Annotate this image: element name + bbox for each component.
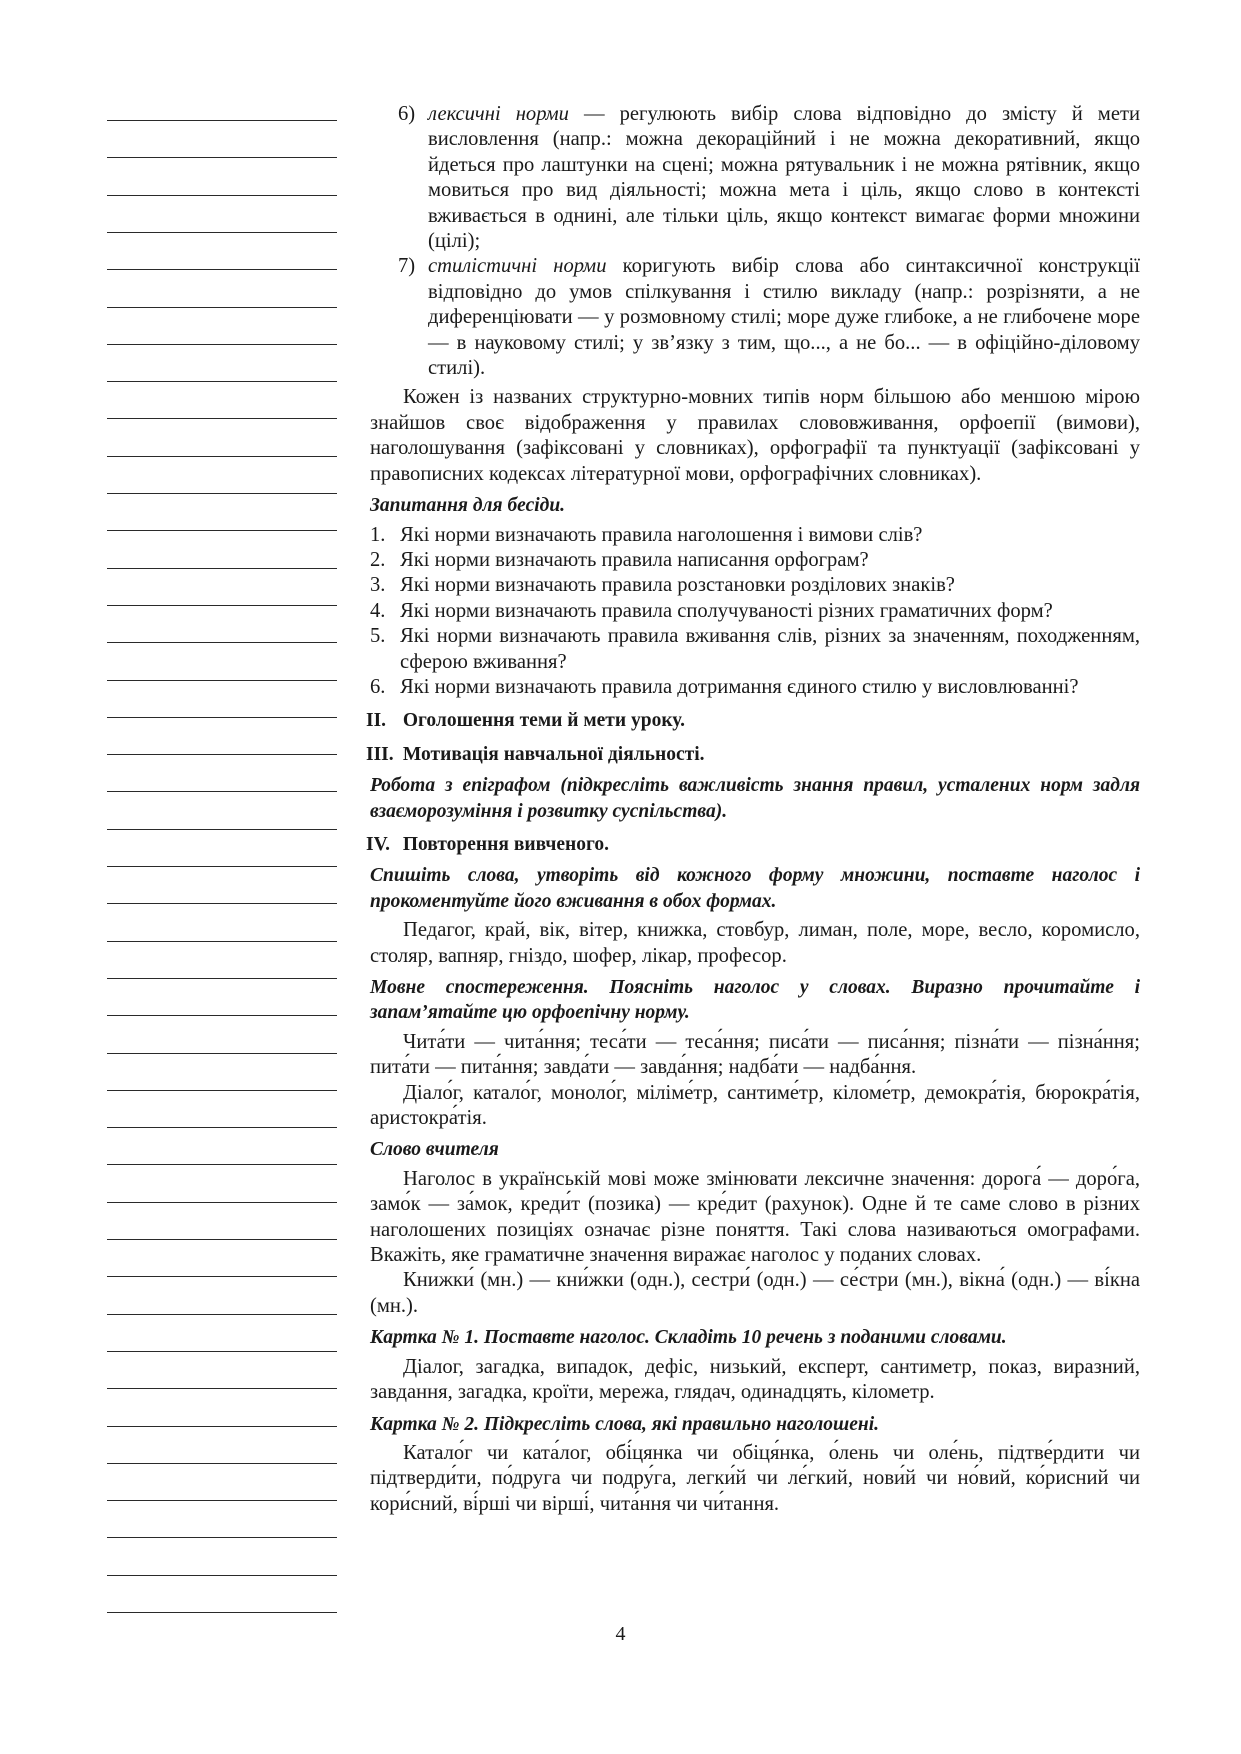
section-heading-4	[366, 832, 1140, 857]
note-line	[107, 1164, 337, 1165]
item-text: — регулюють вибір слова відповідно до змісту й мети висловлення (напр.: можна декораційний і не можна декоративний, якщо йдеться про лаштунки на сцені; можна рятувальник і не можна рятівник, якщо мовиться про вид діяльності; можна мета і ціль, якщо слово в контексті вживається в однині, але тільки ціль, якщо контекст вимагає форми множини (цілі);	[428, 103, 1140, 253]
question-item	[370, 675, 1140, 700]
note-line	[107, 1463, 337, 1464]
section-title: Оголошення теми й мети уроку.	[402, 710, 685, 732]
note-line	[107, 530, 337, 531]
note-line	[107, 1239, 337, 1240]
note-line	[107, 1351, 337, 1352]
note-line	[107, 344, 337, 345]
note-line	[107, 1575, 337, 1576]
question-number: 6.	[370, 675, 386, 698]
note-line	[107, 1015, 337, 1016]
note-line	[107, 1537, 337, 1538]
note-line	[107, 568, 337, 569]
question-text: Які норми визначають правила написання орфограм?	[400, 548, 869, 571]
paragraph-norms: Кожен із названих структурно-мовних типів норм більшою або меншою мірою знайшов своє відображення у правилах слововживання, орфоепії (вимови), наголошування (зафіксовані у словниках), орфографії та пунктуації (зафіксовані у правописних кодексах літературної мови, орфографічних словниках).	[370, 386, 1140, 485]
note-line	[107, 1500, 337, 1501]
note-line	[107, 754, 337, 755]
note-line	[107, 903, 337, 904]
teacher-examples: Книжки́ (мн.) — кни́жки (одн.), сестри́ (одн.) — се́стри (мн.), вікна́ (одн.) — ві́кна (мн.).	[370, 1269, 1140, 1317]
term: стилістичні норми	[428, 255, 607, 278]
epigraph-task: Робота з епіграфом (підкресліть важливість знання правил, усталених норм задля взаєморозуміння і розвитку суспільства).	[370, 775, 1140, 822]
card-1-title: Картка № 1. Поставте наголос. Складіть 10 речень з поданими словами.	[370, 1327, 1007, 1349]
note-line	[107, 1090, 337, 1091]
item-text: коригують вибір слова або синтаксичної конструкції відповідно до умов спілкування і стилю викладу (напр.: розрізняти, а не диференціювати — у розмовному стилі; море дуже глибоке, а не глибочене море — в науковому стилі; у зв’язку з тим, що..., а не бо... — в офіційно-діловому стилі).	[428, 255, 1140, 380]
note-line	[107, 941, 337, 942]
observation-line-2: Діало́г, катало́г, моноло́г, міліме́тр, сантиме́тр, кіломе́тр, демокра́тія, бюрокра́тія, аристокра́тія.	[370, 1081, 1140, 1130]
note-line	[107, 791, 337, 792]
note-line	[107, 1127, 337, 1128]
teacher-text: Наголос в українській мові може змінювати лексичне значення: дорога́ — доро́га, замо́к — за́мок, креди́т (позика) — кре́дит (рахунок). Одне й те саме слово в різних наголошених позиціях означає різне поняття. Такі слова називаються омографами. Вкажіть, яке граматичне значення виражає наголос у поданих словах.	[370, 1167, 1140, 1267]
note-line	[107, 866, 337, 867]
note-line	[107, 680, 337, 681]
note-line	[107, 120, 337, 121]
page-number: 4	[615, 1623, 626, 1645]
question-number: 2.	[370, 548, 386, 571]
list-item-number: 6)	[398, 103, 416, 125]
question-item	[370, 624, 1140, 675]
section-heading-3	[366, 742, 1140, 767]
card-2-text: Катало́г чи ката́лог, обі́цянка чи обіця́нка, о́лень чи оле́нь, підтве́рдити чи підтверди́ти, по́друга чи подру́га, легки́й чи ле́гкий, нови́й чи но́вий, ко́рисний чи кори́сний, ві́рші чи вірші́, чита́ння чи чи́тання.	[370, 1441, 1140, 1515]
list-item-stylistic-norms	[370, 254, 1140, 381]
list-item-number: 7)	[398, 255, 416, 278]
teacher-title: Слово вчителя	[370, 1139, 499, 1161]
note-line	[107, 157, 337, 158]
list-item-lexical-norms	[370, 102, 1140, 254]
section-heading-2	[366, 708, 1140, 733]
question-item	[370, 548, 1140, 573]
note-line	[107, 493, 337, 494]
task-observation: Мовне спостереження. Поясніть наголос у словах. Виразно прочитайте і запам’ятайте цю орфоепічну норму.	[370, 977, 1140, 1024]
note-line	[107, 605, 337, 606]
question-number: 4.	[370, 599, 386, 622]
note-line	[107, 456, 337, 457]
note-line	[107, 307, 337, 308]
question-number: 3.	[370, 574, 386, 597]
question-item	[370, 523, 1140, 548]
observation-line-1: Чита́ти — чита́ння; теса́ти — теса́ння; писа́ти — писа́ння; пізна́ти — пізна́ння; пита́ти — пита́ння; завда́ти — завда́ння; надба́ти — надба́ння.	[370, 1030, 1140, 1079]
section-title: Повторення вивченого.	[402, 833, 610, 855]
question-text: Які норми визначають правила розстановки розділових знаків?	[400, 574, 955, 597]
question-text: Які норми визначають правила дотримання єдиного стилю у висловлюванні?	[400, 675, 1079, 698]
section-title: Мотивація навчальної діяльності.	[402, 743, 705, 765]
note-line	[107, 418, 337, 419]
note-line	[107, 978, 337, 979]
question-text: Які норми визначають правила наголошення і вимови слів?	[400, 523, 923, 546]
question-text: Які норми визначають правила вживання слів, різних за значенням, походженням, сферою вживання?	[400, 625, 1140, 673]
card-2-title: Картка № 2. Підкресліть слова, які правильно наголошені.	[370, 1413, 879, 1435]
note-lines	[107, 120, 337, 1620]
note-line	[107, 1053, 337, 1054]
note-line	[107, 1388, 337, 1389]
note-line	[107, 195, 337, 196]
note-line	[107, 1612, 337, 1613]
note-line	[107, 381, 337, 382]
questions-list	[370, 523, 1140, 701]
question-item	[370, 599, 1140, 624]
note-line	[107, 717, 337, 718]
note-line	[107, 829, 337, 830]
questions-title: Запитання для бесіди.	[370, 495, 566, 517]
section-number: IV.	[366, 833, 391, 855]
words-plural: Педагог, край, вік, вітер, книжка, стовбур, лиман, поле, море, весло, коромисло, столяр, вапняр, гніздо, шофер, лікар, професор.	[370, 919, 1140, 967]
task-plural: Спишіть слова, утворіть від кожного форму множини, поставте наголос і прокоментуйте його вживання в обох формах.	[370, 865, 1140, 912]
section-number: III.	[366, 743, 394, 765]
question-text: Які норми визначають правила сполучуваності різних граматичних форм?	[400, 599, 1053, 622]
note-line	[107, 642, 337, 643]
question-number: 1.	[370, 523, 386, 546]
section-number: II.	[366, 710, 387, 732]
note-line	[107, 1314, 337, 1315]
note-line	[107, 1202, 337, 1203]
note-line	[107, 232, 337, 233]
page-content	[366, 102, 1140, 1517]
question-item	[370, 573, 1140, 598]
note-line	[107, 269, 337, 270]
term: лексичні норми	[428, 103, 569, 125]
question-number: 5.	[370, 625, 386, 648]
note-line	[107, 1276, 337, 1277]
card-1-text: Діалог, загадка, випадок, дефіс, низький, експерт, сантиметр, показ, виразний, завдання, загадка, кроїти, мережа, глядач, одинадцять, кілометр.	[370, 1355, 1140, 1404]
note-line	[107, 1426, 337, 1427]
